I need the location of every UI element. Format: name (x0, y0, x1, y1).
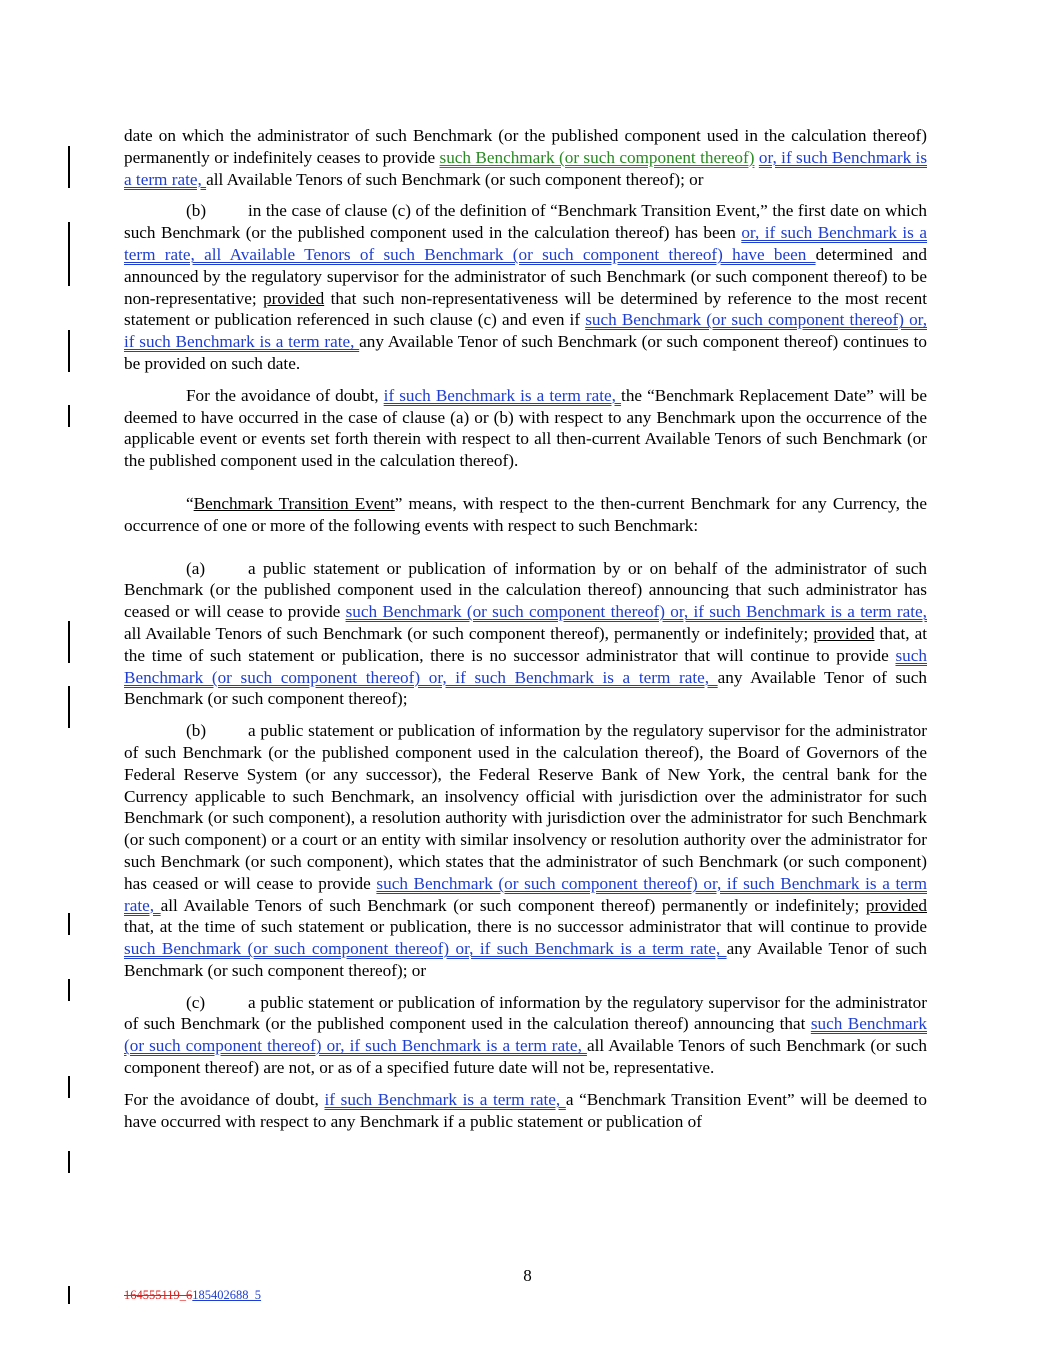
inserted-text: such Benchmark (or such component thereof) or, if such Benchmark is a term rate, (124, 873, 927, 915)
change-bar (68, 621, 70, 663)
text: the “Benchmark Replacement Date” will be deemed to have occurred in the case of clause (a) or (b) with respect to any Benchmark upon the occurrence of the applicable event or events set forth therein with respect to all then-current Available Tenors of such Benchmark (or the published component used in the calculation thereof). (124, 385, 927, 471)
clause-label: (c) (186, 992, 206, 1012)
inserted-text: such Benchmark (or such component thereof) (439, 147, 755, 167)
text: that such non-representativeness will be determined by reference to the most recent statement or publication referenced in such clause (c) and even if (124, 288, 927, 330)
document-body (124, 125, 927, 1132)
change-bar (68, 979, 70, 1001)
text: any Available Tenor of such Benchmark (or such component thereof) continues to be provided on such date. (124, 332, 927, 373)
change-bar (68, 222, 70, 286)
text: any Available Tenor of such Benchmark (or such component thereof); (124, 667, 927, 709)
text: “ (186, 493, 194, 513)
avoidance-paragraph-2 (124, 1089, 927, 1133)
change-bar (68, 330, 70, 372)
inserted-text: such Benchmark (or such component thereof) or, if such Benchmark is a term rate, (345, 602, 927, 622)
avoidance-paragraph-1 (124, 385, 927, 472)
text: date on which the administrator of such Benchmark (or the published component used in the calculation thereof) permanently or indefinitely ceases to provide (124, 126, 927, 167)
underlined-term: provided (865, 895, 928, 915)
text: that, at the time of such statement or publication, there is no successor administrator that will continue to provide (124, 623, 927, 665)
clause-b (124, 720, 927, 982)
clause-b-replacement-date (124, 200, 927, 374)
text: a public statement or publication of information by or on behalf of the administrator of such Benchmark (or the published component used in the calculation thereof) announcing that such administrator has ceased or will cease to provide (124, 558, 927, 622)
page-number: 8 (523, 1266, 532, 1285)
change-bar (68, 1151, 70, 1173)
inserted-text: such Benchmark (or such component thereof) or, if such Benchmark is a term rate, (124, 645, 927, 687)
inserted-text: or, if such Benchmark is a term rate, (124, 147, 928, 189)
underlined-term: provided (813, 623, 875, 643)
text: in the case of clause (c) of the definition of “Benchmark Transition Event,” the first date on which such Benchmark (or the published component used in the calculation thereof) has been (124, 201, 927, 243)
change-bar (68, 1076, 70, 1098)
inserted-text: or, if such Benchmark is a term rate, all Available Tenors of such Benchmark (or such component thereof) have been (124, 223, 927, 264)
text: all Available Tenors of such Benchmark (or such component thereof) are not, or as of a specified future date will not be, representative. (124, 1036, 927, 1078)
text: ” means, with respect to the then-current Benchmark for any Currency, the occurrence of one or more of the following events with respect to such Benchmark: (124, 493, 927, 535)
inserted-doc-id: 185402688_5 (192, 1288, 262, 1302)
change-bar (68, 686, 70, 728)
document-id (124, 1288, 261, 1303)
clause-c (124, 992, 927, 1079)
text: determined and announced by the regulatory supervisor for the administrator of such Benchmark (or such component thereof) to be non-representative; (124, 244, 927, 308)
inserted-text: if such Benchmark is a term rate, (324, 1089, 566, 1109)
change-bar (68, 913, 70, 935)
change-bar (68, 146, 70, 188)
clause-label: (b) (186, 201, 207, 221)
defined-term: Benchmark Transition Event (193, 493, 395, 513)
text: all Available Tenors of such Benchmark (or such component thereof), permanently or indefinitely; (124, 623, 814, 643)
deleted-doc-id: 164555119_6 (124, 1288, 193, 1302)
clause-label: (a) (186, 558, 206, 578)
text: that, at the time of such statement or publication, there is no successor administrator that will continue to provide (124, 917, 927, 937)
text: a public statement or publication of information by the regulatory supervisor for the administrator of such Benchmark (or the published component used in the calculation thereof), the Board of Governors of the Federal Reserve System (or any successor), the Federal Reserve Bank of New York, the central bank for the Currency applicable to such Benchmark, an insolvency official with jurisdiction over the administrator for such Benchmark (or such component), a resolution authority with jurisdiction over the administrator for such Benchmark (or such component) or a court or an entity with similar insolvency or resolution authority over the administrator for such Benchmark (or such component), which states that the administrator of such Benchmark (or such component) has ceased or will cease to provide (124, 721, 927, 893)
definition-benchmark-transition-event (124, 493, 927, 537)
inserted-text: such Benchmark (or such component thereof) or, if such Benchmark is a term rate, (124, 1014, 927, 1056)
text: all Available Tenors of such Benchmark (or such component thereof) permanently or indefinitely; (160, 895, 866, 915)
text: any Available Tenor of such Benchmark (or such component thereof); or (124, 939, 927, 980)
paragraph-continuation (124, 125, 927, 190)
text: For the avoidance of doubt, (186, 385, 384, 405)
inserted-text: if such Benchmark is a term rate, (383, 385, 622, 405)
change-bar (68, 1286, 70, 1304)
change-bar (68, 405, 70, 427)
text: For the avoidance of doubt, (124, 1089, 325, 1109)
clause-label: (b) (186, 721, 207, 741)
text: all Available Tenors of such Benchmark (or such component thereof); or (206, 169, 704, 189)
text: a public statement or publication of information by the regulatory supervisor for the administrator of such Benchmark (or the published component used in the calculation thereof) announcing that (124, 992, 927, 1034)
inserted-text: such Benchmark (or such component thereof) or, if such Benchmark is a term rate, (124, 310, 927, 352)
clause-a (124, 558, 927, 711)
text: a “Benchmark Transition Event” will be deemed to have occurred with respect to any Benchmark if a public statement or publication of (124, 1089, 928, 1131)
inserted-text: such Benchmark (or such component thereof) or, if such Benchmark is a term rate, (124, 939, 727, 959)
underlined-term: provided (263, 288, 325, 308)
